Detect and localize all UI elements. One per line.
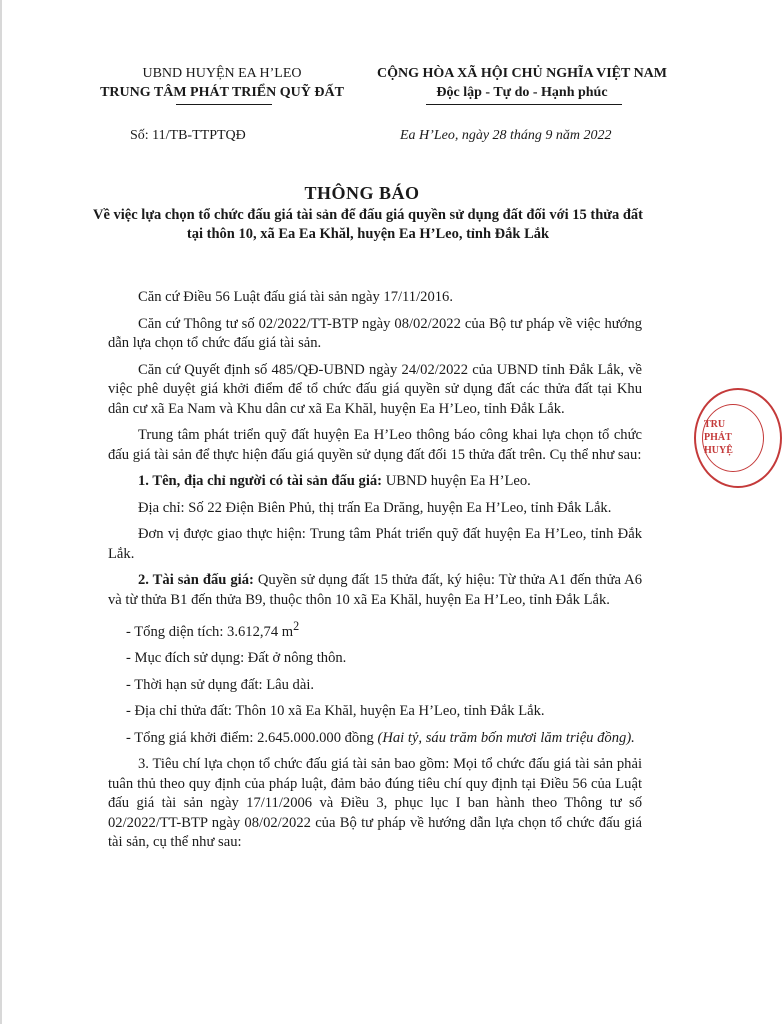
national-motto-header [352,64,692,102]
area-unit-sup: 2 [293,619,300,633]
org-name: TRUNG TÂM PHÁT TRIỂN QUỸ ĐẤT [100,85,344,100]
basis-paragraph-2: Căn cứ Thông tư số 02/2022/TT-BTP ngày 08/02/2022 của Bộ tư pháp về việc hướng dẫn lựa chọn tổ chức đấu giá tài sản. [108,315,642,351]
document-number: Số: 11/TB-TTPTQĐ [130,128,246,143]
nation-name: CỘNG HÒA XÃ HỘI CHỦ NGHĨA VIỆT NAM [376,66,667,81]
section-1-address: Địa chỉ: Số 22 Điện Biên Phủ, thị trấn Ea Drăng, huyện Ea H’Leo, tỉnh Đắk Lắk. [138,499,612,516]
notice-paragraph: Trung tâm phát triển quỹ đất huyện Ea H’Leo thông báo công khai lựa chọn tổ chức đấu giá tài sản để thực hiện đấu giá quyền sử dụng đất đối 15 thửa đất trên. Cụ thể như sau: [108,427,642,463]
red-seal-stamp [694,388,782,488]
land-term: - Thời hạn sử dụng đất: Lâu dài. [126,676,315,693]
land-purpose: - Mục đích sử dụng: Đất ở nông thôn. [126,650,347,667]
section-1 [108,472,642,492]
place-date: Ea H’Leo, ngày 28 tháng 9 năm 2022 [400,128,612,143]
section-1-value: UBND huyện Ea H’Leo. [382,473,531,489]
land-location: - Địa chỉ thửa đất: Thôn 10 xã Ea Khăl, huyện Ea H’Leo, tỉnh Đắk Lắk. [126,703,545,720]
total-area-text: - Tổng diện tích: 3.612,74 m [126,623,294,640]
issuing-org-header [72,64,372,102]
section-2-label: 2. Tài sản đấu giá: [138,572,254,588]
starting-price [108,729,642,749]
starting-price-value: - Tổng giá khởi điểm: 2.645.000.000 đồng [126,729,378,746]
document-title: THÔNG BÁO [304,183,420,203]
total-area [108,617,642,642]
basis-paragraph-1: Căn cứ Điều 56 Luật đấu giá tài sản ngày 17/11/2016. [138,289,453,305]
section-2 [108,571,642,610]
nation-motto: Độc lập - Tự do - Hạnh phúc [436,85,608,100]
basis-paragraph-3: Căn cứ Quyết định số 485/QĐ-UBND ngày 24/02/2022 của UBND tỉnh Đắk Lắk, về việc phê duyệt giá khởi điểm để tổ chức đấu giá quyền sử dụng đất các thửa đất tại Khu dân cư xã Ea Nam và Khu dân cư xã Ea Khăl, huyện Ea H’Leo, tỉnh Đắk Lắk. [108,361,642,417]
section-2-value: Quyền sử dụng đất 15 thửa đất, ký hiệu: Từ thửa A1 đến thửa A6 và từ thửa B1 đến thửa B9, thuộc thôn 10 xã Ea Khăl, huyện Ea H’Leo, tỉnh Đắk Lắk. [108,572,642,608]
starting-price-words: (Hai tỷ, sáu trăm bốn mươi lăm triệu đồng). [377,729,635,746]
section-1-label: 1. Tên, địa chỉ người có tài sản đấu giá: [138,473,383,489]
org-underline [176,104,272,105]
seal-text: TRU PHÁT HUYỆ [704,419,733,456]
section-3: 3. Tiêu chí lựa chọn tổ chức đấu giá tài sản bao gồm: Mọi tổ chức đấu giá tài sản phải tuân thủ theo quy định của pháp luật, đảm bảo đúng tiêu chí quy định tại Điều 56 của Luật đấu giá tài sản ngày 17/11/2006 và Điều 3, phục lục I ban hành theo Thông tư số 02/2022/TT-BTP ngày 08/02/2022 của Bộ tư pháp về hướng dẫn lựa chọn tổ chức đấu giá tài sản, cụ thể như sau: [108,756,642,851]
document-subtitle: Về việc lựa chọn tổ chức đấu giá tài sản để đấu giá quyền sử dụng đất đối với 15 thửa đất tại thôn 10, xã Ea Ea Khăl, huyện Ea H’Leo, tỉnh Đắk Lắk [92,207,644,242]
document-body [108,288,642,860]
motto-underline [426,104,622,105]
org-parent: UBND HUYỆN EA H’LEO [142,66,302,81]
scan-edge [0,0,2,1024]
section-1-unit: Đơn vị được giao thực hiện: Trung tâm Phát triển quỹ đất huyện Ea H’Leo, tỉnh Đắk Lắk. [108,526,642,562]
